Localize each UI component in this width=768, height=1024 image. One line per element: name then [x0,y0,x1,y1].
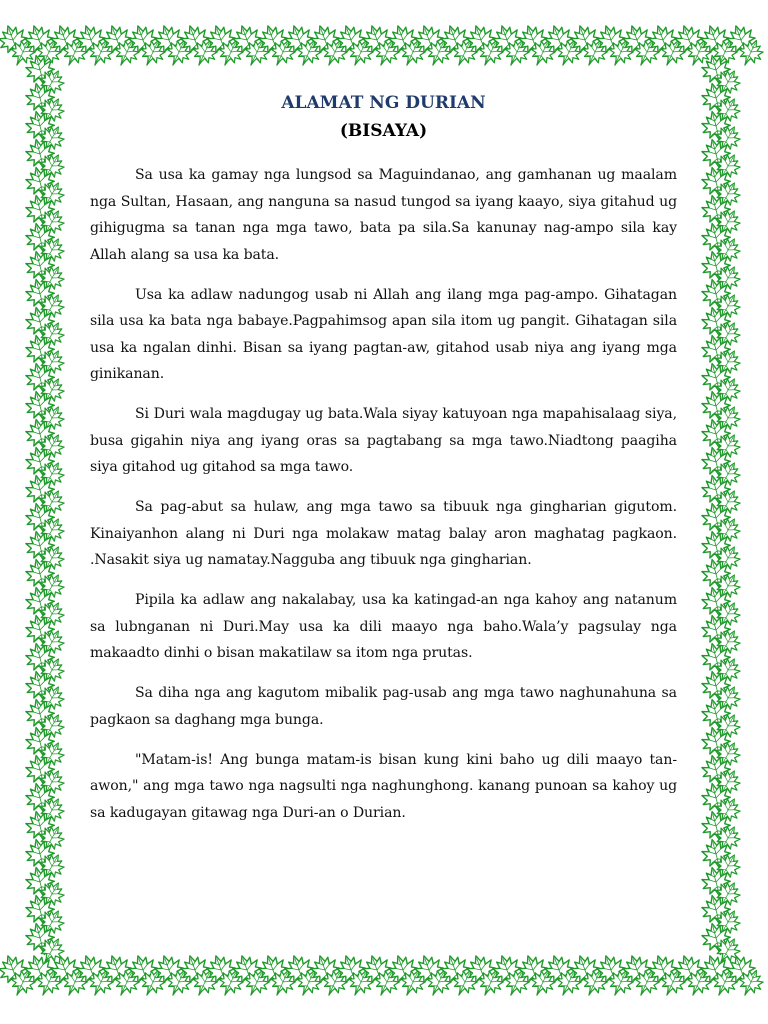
document-body [90,92,677,840]
document-title: ALAMAT NG DURIAN [281,93,486,113]
paragraph: Sa usa ka gamay nga lungsod sa Maguindanao, ang gamhanan ug maalam nga Sultan, Hasaan, ang nanguna sa nasud tungod sa iyang kaayo, siya gitahud ug gihigugma sa tanan nga mga tawo, bata pa sila.Sa kanunay nag-ampo sila kay Allah alang sa usa ka bata. [90,167,677,263]
paragraph: Sa pag-abut sa hulaw, ang mga tawo sa tibuuk nga gingharian gigutom. Kinaiyanhon alang ni Duri nga molakaw matag balay aron maghatag pagkaon. .Nasakit siya ug namatay.Nagguba ang tibuuk nga gingharian. [90,499,677,568]
paragraph: Usa ka adlaw nadungog usab ni Allah ang ilang mga pag-ampo. Gihatagan sila usa ka bata nga babaye.Pagpahimsog apan sila itom ug pangit. Gihatagan sila usa ka ngalan dinhi. Bisan sa iyang pagtan-aw, gitahod usab niya ang iyang mga ginikanan. [90,286,677,382]
paragraph: Sa diha nga ang kagutom mibalik pag-usab ang mga tawo naghunahuna sa pagkaon sa daghang mga bunga. [90,685,677,728]
document-subtitle: (BISAYA) [339,121,428,141]
paragraph: Si Duri wala magdugay ug bata.Wala siyay katuyoan nga mapahisalaag siya, busa gigahin niya ang iyang oras sa pagtabang sa mga tawo.Niadtong paagiha siya gitahod ug gitahod sa mga tawo. [90,406,677,475]
paragraph: Pipila ka adlaw ang nakalabay, usa ka katingad-an nga kahoy ang natanum sa lubnganan ni Duri.May usa ka dili maayo nga baho.Wala’y pagsulay nga makaadto dinhi o bisan makatilaw sa itom nga prutas. [90,592,677,661]
paragraph: "Matam-is! Ang bunga matam-is bisan kung kini baho ug dili maayo tan-awon," ang mga tawo nga nagsulti nga naghunghong. kanang punoan sa kahoy ug sa kadugayan gitawag nga Duri-an o Durian. [90,751,677,821]
